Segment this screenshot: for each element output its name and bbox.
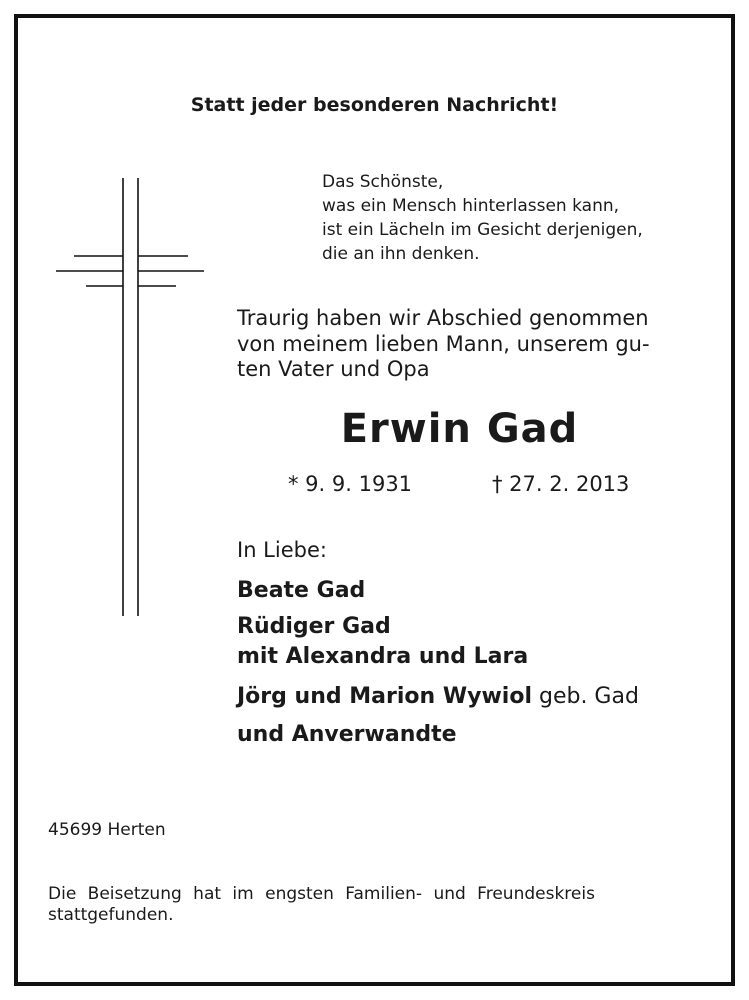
in-love-label: In Liebe: — [237, 538, 327, 562]
mourner-line: mit Alexandra und Lara — [237, 644, 529, 669]
mourner-line: und Anverwandte — [237, 722, 457, 747]
quote-line: was ein Mensch hinterlassen kann, — [322, 196, 620, 216]
notice-frame — [14, 14, 735, 986]
memorial-quote — [322, 170, 643, 266]
mourner-line: Beate Gad — [237, 578, 366, 603]
cross-icon — [56, 170, 206, 630]
birth-date: * 9. 9. 1931 — [288, 472, 413, 496]
quote-line: die an ihn denken. — [322, 244, 480, 264]
quote-line: ist ein Lächeln im Gesicht derjenigen, — [322, 220, 643, 240]
maiden-name: geb. Gad — [531, 684, 639, 709]
intro-line: Traurig haben wir Abschied genommen — [237, 306, 649, 330]
mourner-names: Jörg und Marion Wywiol — [237, 684, 532, 709]
mourner-line — [237, 684, 639, 709]
note-line: Die Beisetzung hat im engsten Familien- und Freundeskreis — [48, 884, 595, 904]
notice-header: Statt jeder besonderen Nachricht! — [190, 94, 559, 116]
quote-line: Das Schönste, — [322, 172, 444, 192]
intro-line: von meinem lieben Mann, unserem gu- — [237, 331, 650, 356]
city-line: 45699 Herten — [48, 820, 166, 840]
funeral-note — [48, 884, 710, 926]
death-date: † 27. 2. 2013 — [492, 472, 630, 496]
intro-line: ten Vater und Opa — [237, 357, 430, 381]
mourner-line: Rüdiger Gad — [237, 614, 391, 639]
deceased-name: Erwin Gad — [340, 406, 579, 452]
intro-text — [237, 306, 705, 383]
note-line: stattgefunden. — [48, 905, 174, 925]
